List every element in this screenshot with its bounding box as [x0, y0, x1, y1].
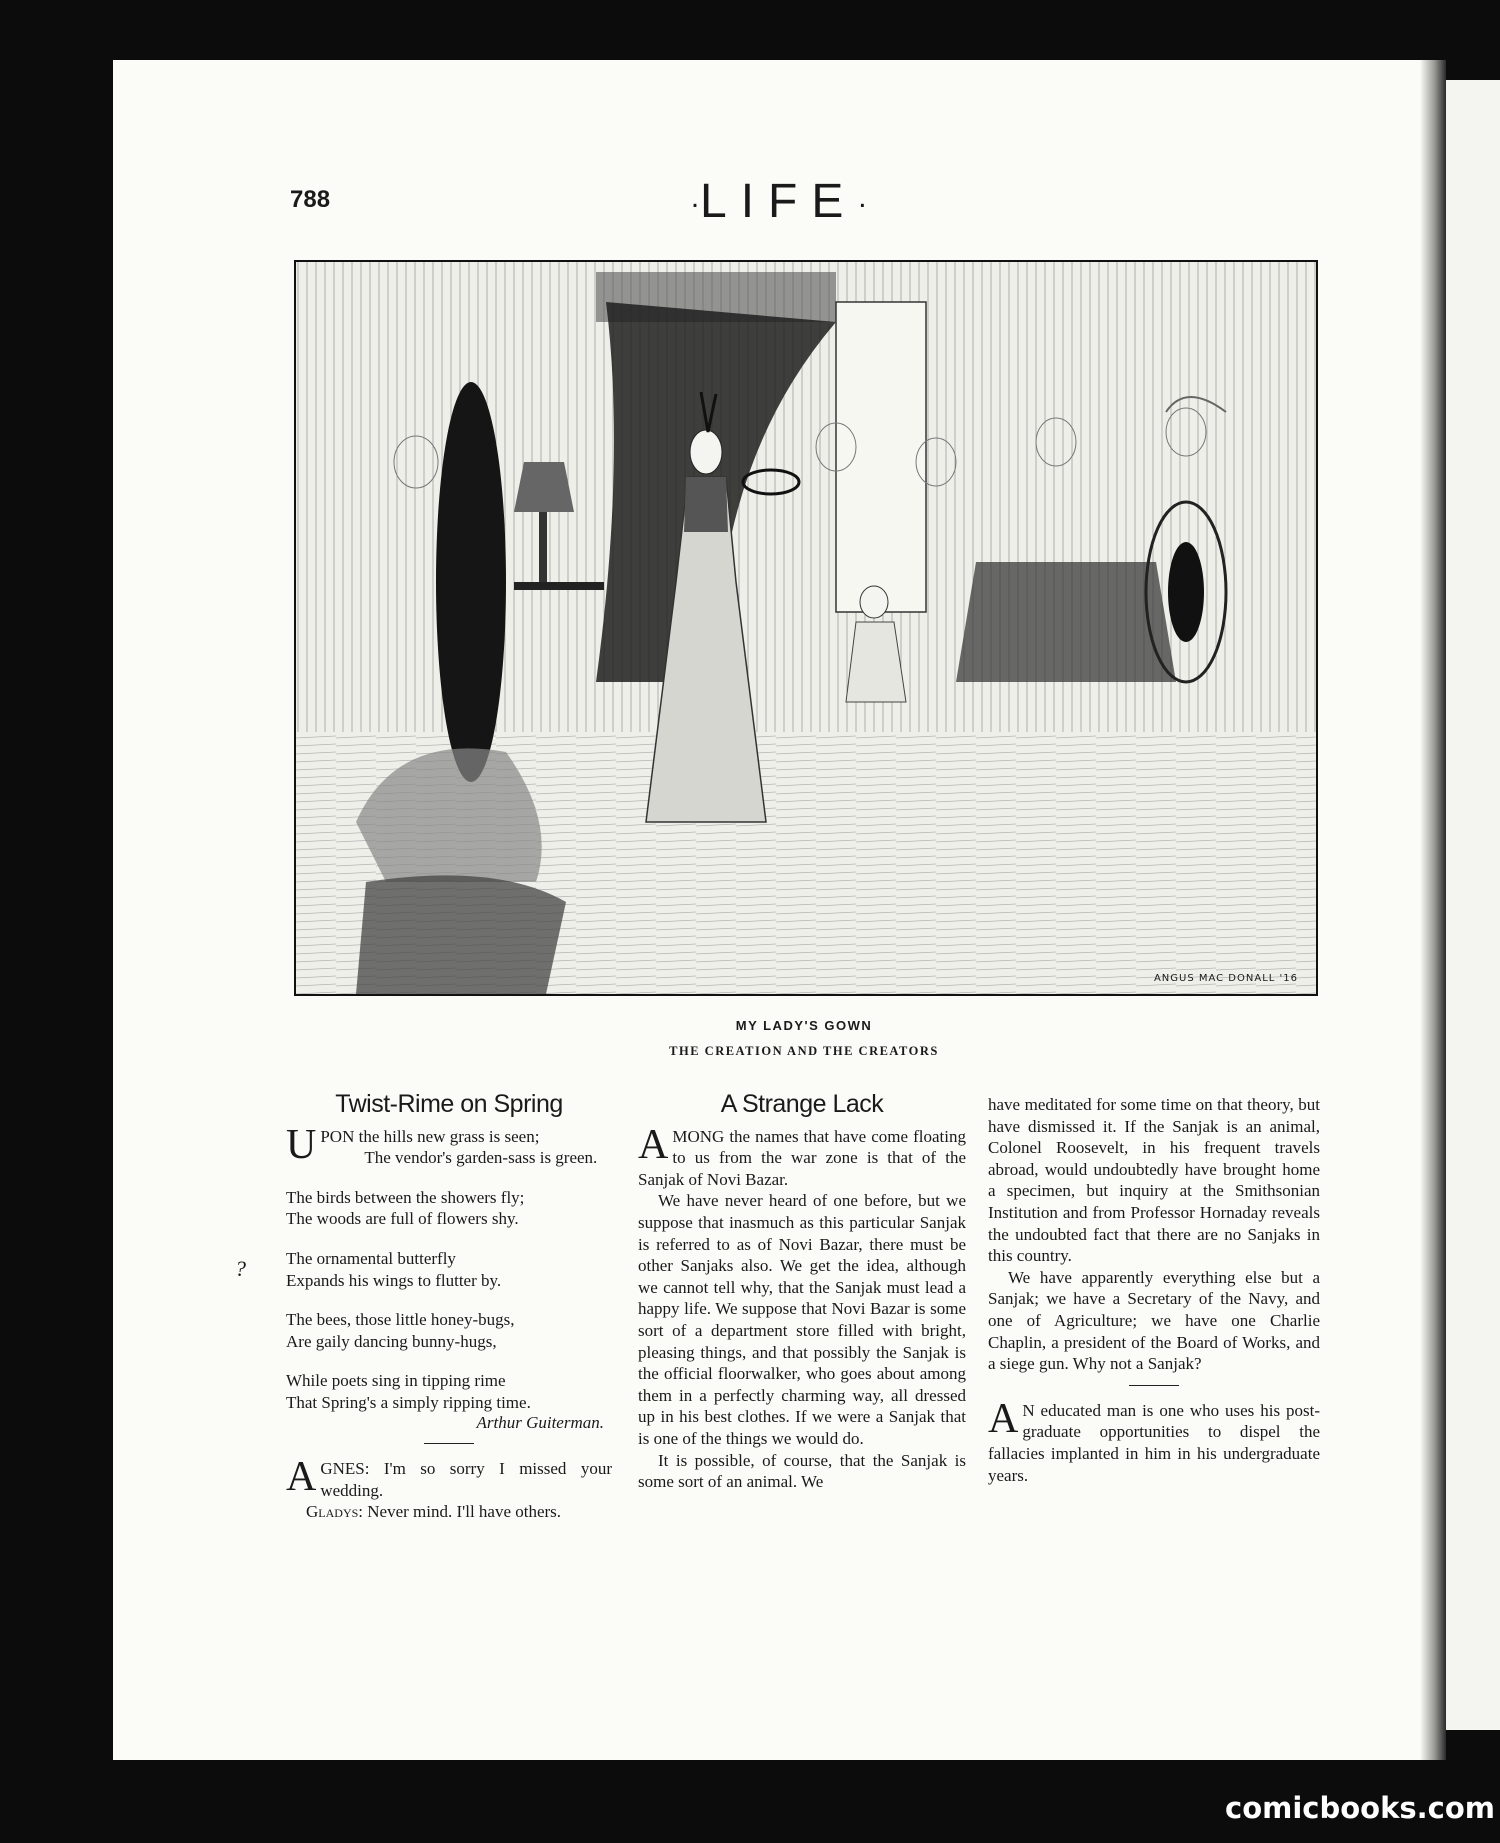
drop-cap: A — [988, 1395, 1019, 1442]
page-number: 788 — [290, 186, 331, 213]
illustration-drawing — [296, 262, 1316, 994]
speaker-name: GNES: — [320, 1459, 370, 1479]
poem-stanza — [286, 1248, 612, 1291]
poem-line: The woods are full of flowers shy. — [286, 1209, 519, 1229]
poem-line: The bees, those little honey-bugs, — [286, 1310, 515, 1330]
poem-line: The ornamental butterfly — [286, 1248, 456, 1268]
caption-subtitle: THE CREATION AND THE CREATORS — [669, 1044, 939, 1058]
masthead-title: LIFE — [700, 175, 858, 228]
poem-line: PON the hills new grass is seen; — [320, 1126, 540, 1146]
joke-text: I'm so sorry I missed your wedding. — [320, 1459, 613, 1500]
divider — [424, 1443, 474, 1444]
joke-line — [988, 1395, 1320, 1486]
poem-line: That Spring's a simply ripping time. — [286, 1392, 531, 1412]
artist-signature: ANGUS MAC DONALL '16 — [1153, 973, 1298, 984]
joke-line — [286, 1454, 613, 1501]
poem-title: Twist-Rime on Spring — [335, 1090, 563, 1118]
joke-agnes-gladys — [286, 1454, 613, 1523]
poem-stanza — [286, 1370, 612, 1413]
column-2 — [638, 1090, 966, 1493]
poem-line: The birds between the showers fly; — [286, 1187, 525, 1207]
article-paragraph: We have never heard of one before, but we suppose that inasmuch as this particular Sanjak is referred to as of Novi Bazar, there must be other Sanjaks also. We get the idea, although we cannot tell why, that the Sanjak must lead a happy life. We suppose that Novi Bazar is some sort of a department store filled with bright, pleasing things, and that possibly the Sanjak is the official floorwalker, who goes about among them in a perfectly charming way, all dressed up in his best clothes. If we were a Sanjak that is one of the things we would do. — [638, 1191, 966, 1448]
margin-mark: ? — [235, 1256, 246, 1281]
drop-cap: A — [638, 1121, 669, 1168]
masthead: ·LIFE· — [690, 175, 868, 228]
article-body — [638, 1121, 966, 1493]
poem-line: Expands his wings to flutter by. — [286, 1270, 502, 1290]
poem-stanza — [286, 1121, 612, 1169]
drop-cap: U — [286, 1121, 317, 1168]
paragraph-text: MONG the names that have come floating to us from the war zone is that of the Sanjak of Novi Bazar. — [638, 1126, 966, 1189]
joke-text: N educated man is one who uses his post-graduate opportunities to dispel the fallacies implanted in him in his undergraduate years. — [988, 1400, 1320, 1485]
poem-author: Arthur Guiterman. — [476, 1412, 604, 1432]
poem-line: The vendor's garden-sass is green. — [364, 1148, 598, 1168]
poem-stanza — [286, 1187, 612, 1230]
article-paragraph — [638, 1121, 966, 1191]
column-1 — [286, 1090, 613, 1523]
joke-educated-man — [988, 1395, 1320, 1486]
joke-line — [286, 1501, 612, 1523]
column-3 — [988, 1094, 1320, 1486]
poem-line: Are gaily dancing bunny-hugs, — [286, 1331, 497, 1351]
gutter-shadow — [1420, 60, 1446, 1760]
divider — [1129, 1385, 1179, 1386]
drop-cap: A — [286, 1454, 317, 1501]
adjacent-page-edge — [1443, 80, 1500, 1730]
watermark: comicbooks.com — [1225, 1791, 1495, 1825]
illustration — [294, 260, 1318, 996]
article-paragraph: We have apparently everything else but a Sanjak; we have a Secretary of the Navy, and one of Agriculture; we have one Charlie Chaplin, a president of the Board of Works, and a siege gun. Why not a Sanjak? — [988, 1267, 1320, 1374]
article-paragraph: It is possible, of course, that the Sanjak is some sort of an animal. We — [638, 1450, 966, 1492]
speaker-name: Gladys: — [306, 1502, 364, 1522]
poem — [286, 1121, 612, 1434]
caption-title: MY LADY'S GOWN — [735, 1018, 873, 1033]
poem-stanza — [286, 1309, 612, 1352]
joke-text: Never mind. I'll have others. — [367, 1502, 562, 1522]
poem-line: While poets sing in tipping rime — [286, 1371, 506, 1391]
article-body-continued — [988, 1094, 1320, 1375]
article-title: A Strange Lack — [720, 1090, 884, 1118]
article-paragraph: have meditated for some time on that theory, but have dismissed it. If the Sanjak is an animal, Colonel Roosevelt, in his frequent travels abroad, would undoubtedly have brought home a specimen, but inquiry at the Smithsonian Institution and from Professor Hornaday reveals the undoubted fact that there are no Sanjaks in this country. — [988, 1095, 1320, 1266]
